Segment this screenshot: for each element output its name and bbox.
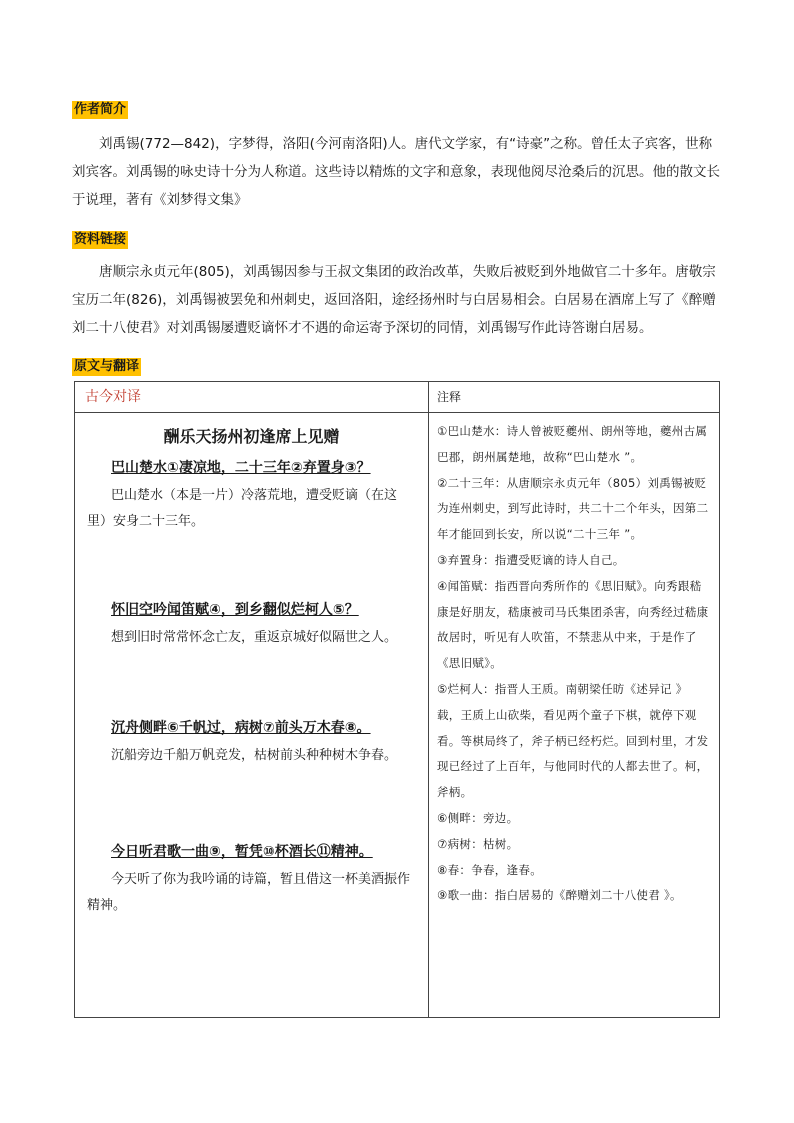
stanza-1: [75, 457, 428, 535]
note-item: ⑦病树：枯树。: [437, 836, 519, 851]
verse-line: 今日听君歌一曲⑨，暂凭⑩杯酒长⑪精神。: [111, 844, 373, 860]
stanza-4: [75, 841, 428, 919]
note-item: ⑨歌一曲：指白居易的《醉赠刘二十八使君 》。: [437, 888, 682, 903]
background-text: 唐顺宗永贞元年(805)，刘禹锡因参与王叔文集团的政治改革，失败后被贬到外地做官二十多年。唐敬宗宝历二年(826)，刘禹锡被罢免和州刺史，返回洛阳，途经扬州时与白居易相会。白居易在酒席上写了《醉赠刘二十八使君》对刘禹锡屡遭贬谪怀才不遇的命运寄予深切的同情，刘禹锡写作此诗答谢白居易。: [72, 264, 716, 336]
note-item: ⑤烂柯人：指晋人王质。南朝梁任昉《述异记 》载，王质上山砍柴，看见两个童子下棋，就停下观看。等棋局终了，斧子柄已经朽烂。回到村里，才发现已经过了上百年，与他同时代的人都去世了。柯，斧柄。: [437, 681, 709, 800]
background-label: 资料链接: [74, 232, 127, 247]
translation-line: 今天听了你为我吟诵的诗篇，暂且借这一杯美酒振作精神。: [87, 872, 411, 913]
notes-list: [429, 413, 719, 909]
note-item: ③弃置身：指遭受贬谪的诗人自己。: [437, 552, 625, 567]
translation-line: 想到旧时常常怀念亡友，重返京城好似隔世之人。: [111, 630, 398, 645]
note-item: ①巴山楚水：诗人曾被贬夔州、朗州等地，夔州古属巴郡，朗州属楚地，故称“巴山楚水 ”。: [437, 424, 708, 464]
note-item: ⑥侧畔：旁边。: [437, 810, 519, 825]
stanza-2: [75, 599, 428, 651]
poem-title: 酬乐天扬州初逢席上见赠: [163, 427, 340, 446]
poem-translation-table: [74, 381, 720, 1018]
translation-line: 巴山楚水（本是一片）冷落荒地，遭受贬谪（在这里）安身二十三年。: [87, 488, 398, 529]
note-item: ④闻笛赋：指西晋向秀所作的《思旧赋》。向秀跟嵇康是好朋友，嵇康被司马氏集团杀害，向秀经过嵇康故居时，听见有人吹笛，不禁悲从中来，于是作了《思旧赋》。: [437, 578, 709, 671]
poem-cell: [75, 413, 429, 1018]
author-intro-label: 作者简介: [74, 102, 127, 117]
right-column-header: 注释: [429, 382, 720, 413]
author-intro-text: 刘禹锡(772—842)，字梦得，洛阳(今河南洛阳)人。唐代文学家，有“诗豪”之称。曾任太子宾客，世称刘宾客。刘禹锡的咏史诗十分为人称道。这些诗以精炼的文字和意象，表现他阅尽沧桑后的沉思。他的散文长于说理，著有《刘梦得文集》: [72, 136, 720, 208]
note-item: ②二十三年：从唐顺宗永贞元年（805）刘禹锡被贬为连州刺史，到写此诗时，共二十二个年头，因第二年才能回到长安，所以说“二十三年 ”。: [437, 475, 709, 542]
stanza-3: [75, 717, 428, 769]
verse-line: 怀旧空吟闻笛赋④，到乡翻似烂柯人⑤？: [111, 602, 359, 618]
left-column-header: 古今对译: [75, 382, 429, 413]
original-translation-label: 原文与翻译: [74, 359, 140, 374]
verse-line: 沉舟侧畔⑥千帆过，病树⑦前头万木春⑧。: [111, 720, 371, 736]
verse-line: 巴山楚水①凄凉地，二十三年②弃置身③？: [111, 460, 371, 476]
translation-line: 沉船旁边千船万帆竞发，枯树前头种种树木争春。: [111, 748, 398, 763]
note-item: ⑧春：争春，逢春。: [437, 862, 543, 877]
notes-cell: [429, 413, 720, 1018]
